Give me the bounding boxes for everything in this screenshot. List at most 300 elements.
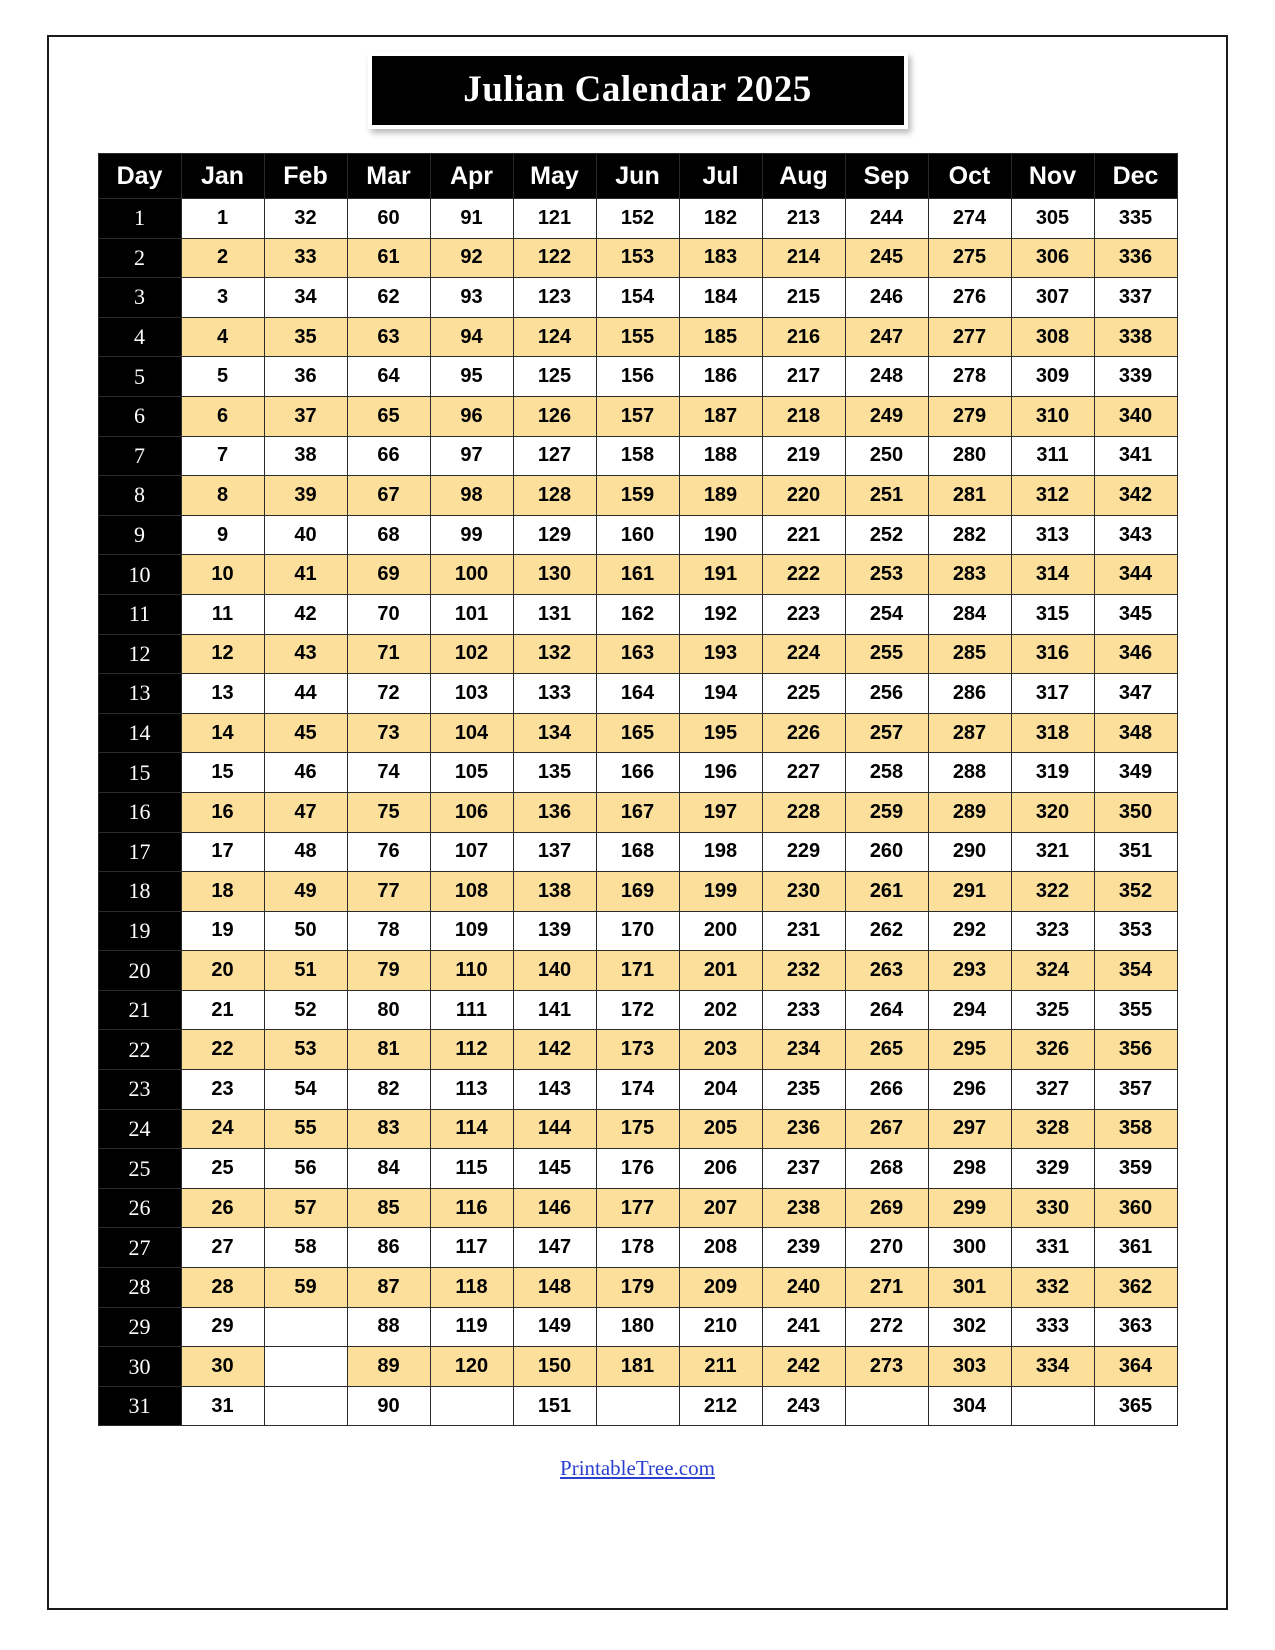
julian-day-cell: 27	[181, 1228, 264, 1268]
julian-day-cell: 19	[181, 911, 264, 951]
julian-day-cell: 79	[347, 951, 430, 991]
julian-day-cell: 292	[928, 911, 1011, 951]
julian-day-cell: 108	[430, 872, 513, 912]
julian-day-cell: 297	[928, 1109, 1011, 1149]
julian-day-cell: 310	[1011, 396, 1094, 436]
julian-day-cell: 211	[679, 1347, 762, 1387]
julian-day-cell: 59	[264, 1268, 347, 1308]
julian-day-cell: 192	[679, 594, 762, 634]
julian-day-cell: 201	[679, 951, 762, 991]
day-number-cell: 31	[98, 1386, 181, 1426]
julian-day-cell: 96	[430, 396, 513, 436]
julian-day-cell: 303	[928, 1347, 1011, 1387]
day-number-cell: 20	[98, 951, 181, 991]
julian-day-cell: 202	[679, 990, 762, 1030]
julian-day-cell: 140	[513, 951, 596, 991]
julian-day-cell: 334	[1011, 1347, 1094, 1387]
julian-day-cell: 23	[181, 1070, 264, 1110]
julian-day-cell: 228	[762, 792, 845, 832]
julian-day-cell: 225	[762, 674, 845, 714]
julian-day-cell: 31	[181, 1386, 264, 1426]
julian-day-cell	[845, 1386, 928, 1426]
day-number-cell: 22	[98, 1030, 181, 1070]
julian-day-cell: 129	[513, 515, 596, 555]
table-row	[98, 1070, 1177, 1110]
julian-day-cell: 287	[928, 713, 1011, 753]
julian-day-cell: 196	[679, 753, 762, 793]
julian-day-cell: 54	[264, 1070, 347, 1110]
julian-day-cell: 2	[181, 238, 264, 278]
julian-day-cell: 308	[1011, 317, 1094, 357]
column-header-month: Apr	[430, 154, 513, 199]
julian-day-cell: 353	[1094, 911, 1177, 951]
julian-day-cell: 70	[347, 594, 430, 634]
julian-day-cell: 176	[596, 1149, 679, 1189]
julian-day-cell: 48	[264, 832, 347, 872]
julian-day-cell: 209	[679, 1268, 762, 1308]
julian-day-cell: 65	[347, 396, 430, 436]
day-number-cell: 25	[98, 1149, 181, 1189]
julian-day-cell: 61	[347, 238, 430, 278]
julian-day-cell: 296	[928, 1070, 1011, 1110]
julian-day-cell: 214	[762, 238, 845, 278]
julian-day-cell: 222	[762, 555, 845, 595]
julian-day-cell: 22	[181, 1030, 264, 1070]
julian-day-cell: 215	[762, 278, 845, 318]
julian-day-cell: 77	[347, 872, 430, 912]
julian-day-cell: 306	[1011, 238, 1094, 278]
julian-day-cell: 189	[679, 476, 762, 516]
table-row	[98, 396, 1177, 436]
julian-day-cell: 55	[264, 1109, 347, 1149]
julian-day-cell: 35	[264, 317, 347, 357]
julian-day-cell: 117	[430, 1228, 513, 1268]
julian-day-cell: 74	[347, 753, 430, 793]
table-row	[98, 792, 1177, 832]
julian-day-cell: 154	[596, 278, 679, 318]
table-row	[98, 1188, 1177, 1228]
julian-day-cell: 236	[762, 1109, 845, 1149]
julian-day-cell: 311	[1011, 436, 1094, 476]
julian-day-cell: 78	[347, 911, 430, 951]
julian-day-cell: 37	[264, 396, 347, 436]
julian-day-cell: 335	[1094, 199, 1177, 239]
julian-day-cell: 253	[845, 555, 928, 595]
day-number-cell: 30	[98, 1347, 181, 1387]
julian-day-cell: 182	[679, 199, 762, 239]
julian-day-cell: 36	[264, 357, 347, 397]
table-row	[98, 872, 1177, 912]
julian-day-cell: 276	[928, 278, 1011, 318]
julian-day-cell: 323	[1011, 911, 1094, 951]
julian-day-cell: 172	[596, 990, 679, 1030]
julian-day-cell: 191	[679, 555, 762, 595]
julian-day-cell: 210	[679, 1307, 762, 1347]
column-header-month: Nov	[1011, 154, 1094, 199]
julian-day-cell: 178	[596, 1228, 679, 1268]
julian-day-cell: 195	[679, 713, 762, 753]
julian-day-cell: 14	[181, 713, 264, 753]
julian-day-cell: 151	[513, 1386, 596, 1426]
julian-day-cell: 282	[928, 515, 1011, 555]
julian-day-cell: 244	[845, 199, 928, 239]
table-row	[98, 634, 1177, 674]
julian-day-cell: 261	[845, 872, 928, 912]
julian-day-cell: 49	[264, 872, 347, 912]
julian-day-cell: 217	[762, 357, 845, 397]
julian-day-cell: 12	[181, 634, 264, 674]
julian-day-cell: 120	[430, 1347, 513, 1387]
julian-day-cell: 132	[513, 634, 596, 674]
julian-day-cell: 257	[845, 713, 928, 753]
julian-day-cell: 102	[430, 634, 513, 674]
julian-day-cell: 356	[1094, 1030, 1177, 1070]
julian-day-cell: 111	[430, 990, 513, 1030]
julian-day-cell: 148	[513, 1268, 596, 1308]
julian-day-cell: 185	[679, 317, 762, 357]
julian-day-cell: 98	[430, 476, 513, 516]
table-row	[98, 238, 1177, 278]
julian-day-cell: 113	[430, 1070, 513, 1110]
julian-day-cell: 60	[347, 199, 430, 239]
julian-day-cell: 342	[1094, 476, 1177, 516]
day-number-cell: 29	[98, 1307, 181, 1347]
julian-day-cell: 20	[181, 951, 264, 991]
julian-day-cell: 251	[845, 476, 928, 516]
julian-day-cell: 365	[1094, 1386, 1177, 1426]
julian-day-cell	[264, 1386, 347, 1426]
julian-day-cell: 44	[264, 674, 347, 714]
julian-day-cell: 80	[347, 990, 430, 1030]
julian-day-cell: 302	[928, 1307, 1011, 1347]
julian-day-cell: 229	[762, 832, 845, 872]
julian-day-cell: 240	[762, 1268, 845, 1308]
julian-day-cell: 248	[845, 357, 928, 397]
julian-day-cell: 184	[679, 278, 762, 318]
julian-day-cell: 173	[596, 1030, 679, 1070]
julian-day-cell: 17	[181, 832, 264, 872]
julian-day-cell: 256	[845, 674, 928, 714]
julian-day-cell: 230	[762, 872, 845, 912]
julian-day-cell: 321	[1011, 832, 1094, 872]
column-header-day: Day	[98, 154, 181, 199]
column-header-month: Jul	[679, 154, 762, 199]
julian-day-cell: 204	[679, 1070, 762, 1110]
julian-day-cell: 142	[513, 1030, 596, 1070]
column-header-month: May	[513, 154, 596, 199]
day-number-cell: 14	[98, 713, 181, 753]
julian-day-cell: 174	[596, 1070, 679, 1110]
table-row	[98, 1386, 1177, 1426]
table-header-row	[98, 154, 1177, 199]
julian-day-cell: 279	[928, 396, 1011, 436]
julian-day-cell: 121	[513, 199, 596, 239]
julian-day-cell: 168	[596, 832, 679, 872]
julian-day-cell: 226	[762, 713, 845, 753]
julian-day-cell: 300	[928, 1228, 1011, 1268]
julian-day-cell: 333	[1011, 1307, 1094, 1347]
julian-day-cell: 18	[181, 872, 264, 912]
julian-day-cell: 141	[513, 990, 596, 1030]
julian-day-cell: 348	[1094, 713, 1177, 753]
julian-day-cell: 66	[347, 436, 430, 476]
day-number-cell: 12	[98, 634, 181, 674]
julian-day-cell: 128	[513, 476, 596, 516]
julian-day-cell: 318	[1011, 713, 1094, 753]
day-number-cell: 23	[98, 1070, 181, 1110]
julian-day-cell: 336	[1094, 238, 1177, 278]
julian-day-cell: 263	[845, 951, 928, 991]
day-number-cell: 3	[98, 278, 181, 318]
day-number-cell: 4	[98, 317, 181, 357]
table-row	[98, 674, 1177, 714]
table-row	[98, 199, 1177, 239]
julian-day-cell: 3	[181, 278, 264, 318]
julian-day-cell: 15	[181, 753, 264, 793]
julian-day-cell: 58	[264, 1228, 347, 1268]
julian-day-cell: 301	[928, 1268, 1011, 1308]
julian-day-cell: 337	[1094, 278, 1177, 318]
julian-day-cell: 275	[928, 238, 1011, 278]
julian-day-cell	[264, 1347, 347, 1387]
julian-day-cell: 343	[1094, 515, 1177, 555]
julian-day-cell: 247	[845, 317, 928, 357]
julian-day-cell: 115	[430, 1149, 513, 1189]
julian-day-cell: 30	[181, 1347, 264, 1387]
julian-day-cell: 249	[845, 396, 928, 436]
julian-day-cell: 64	[347, 357, 430, 397]
julian-day-cell: 358	[1094, 1109, 1177, 1149]
julian-day-cell: 109	[430, 911, 513, 951]
julian-day-cell: 250	[845, 436, 928, 476]
julian-day-cell: 281	[928, 476, 1011, 516]
julian-day-cell: 220	[762, 476, 845, 516]
julian-day-cell: 43	[264, 634, 347, 674]
julian-day-cell: 73	[347, 713, 430, 753]
table-row	[98, 990, 1177, 1030]
julian-day-cell: 299	[928, 1188, 1011, 1228]
julian-day-cell: 319	[1011, 753, 1094, 793]
julian-day-cell: 349	[1094, 753, 1177, 793]
julian-day-cell: 8	[181, 476, 264, 516]
day-number-cell: 11	[98, 594, 181, 634]
julian-day-cell: 56	[264, 1149, 347, 1189]
julian-day-cell	[430, 1386, 513, 1426]
julian-day-cell: 330	[1011, 1188, 1094, 1228]
julian-day-cell: 328	[1011, 1109, 1094, 1149]
julian-day-cell: 231	[762, 911, 845, 951]
julian-day-cell: 131	[513, 594, 596, 634]
julian-day-cell: 344	[1094, 555, 1177, 595]
table-row	[98, 911, 1177, 951]
julian-day-cell: 324	[1011, 951, 1094, 991]
julian-day-cell: 153	[596, 238, 679, 278]
table-row	[98, 357, 1177, 397]
julian-day-cell: 272	[845, 1307, 928, 1347]
julian-day-cell: 200	[679, 911, 762, 951]
julian-day-cell: 146	[513, 1188, 596, 1228]
julian-day-cell: 190	[679, 515, 762, 555]
julian-day-cell: 123	[513, 278, 596, 318]
julian-day-cell: 254	[845, 594, 928, 634]
julian-day-cell: 45	[264, 713, 347, 753]
julian-day-cell: 203	[679, 1030, 762, 1070]
julian-day-cell: 246	[845, 278, 928, 318]
table-row	[98, 555, 1177, 595]
julian-day-cell: 224	[762, 634, 845, 674]
julian-day-cell: 280	[928, 436, 1011, 476]
julian-day-cell	[596, 1386, 679, 1426]
day-number-cell: 18	[98, 872, 181, 912]
julian-day-cell: 206	[679, 1149, 762, 1189]
julian-day-cell: 82	[347, 1070, 430, 1110]
julian-day-cell: 150	[513, 1347, 596, 1387]
julian-day-cell: 277	[928, 317, 1011, 357]
julian-day-cell: 289	[928, 792, 1011, 832]
julian-day-cell: 114	[430, 1109, 513, 1149]
julian-day-cell: 47	[264, 792, 347, 832]
julian-day-cell: 259	[845, 792, 928, 832]
julian-day-cell: 169	[596, 872, 679, 912]
julian-day-cell: 97	[430, 436, 513, 476]
julian-day-cell: 361	[1094, 1228, 1177, 1268]
julian-day-cell: 233	[762, 990, 845, 1030]
julian-day-cell: 264	[845, 990, 928, 1030]
julian-day-cell: 7	[181, 436, 264, 476]
column-header-month: Jan	[181, 154, 264, 199]
julian-day-cell: 199	[679, 872, 762, 912]
julian-day-cell: 69	[347, 555, 430, 595]
julian-day-cell: 364	[1094, 1347, 1177, 1387]
day-number-cell: 5	[98, 357, 181, 397]
julian-day-cell: 105	[430, 753, 513, 793]
julian-day-cell: 46	[264, 753, 347, 793]
julian-day-cell: 360	[1094, 1188, 1177, 1228]
julian-day-cell: 83	[347, 1109, 430, 1149]
table-row	[98, 1030, 1177, 1070]
julian-day-cell: 134	[513, 713, 596, 753]
julian-day-cell: 326	[1011, 1030, 1094, 1070]
table-row	[98, 1268, 1177, 1308]
julian-day-cell: 34	[264, 278, 347, 318]
day-number-cell: 24	[98, 1109, 181, 1149]
julian-day-cell: 26	[181, 1188, 264, 1228]
julian-day-cell: 309	[1011, 357, 1094, 397]
calendar-page	[47, 35, 1228, 1610]
julian-day-cell: 266	[845, 1070, 928, 1110]
julian-day-cell: 177	[596, 1188, 679, 1228]
julian-day-cell: 262	[845, 911, 928, 951]
julian-day-cell: 159	[596, 476, 679, 516]
day-number-cell: 7	[98, 436, 181, 476]
julian-day-cell: 338	[1094, 317, 1177, 357]
julian-day-cell: 242	[762, 1347, 845, 1387]
julian-day-cell: 315	[1011, 594, 1094, 634]
table-row	[98, 1347, 1177, 1387]
julian-day-cell: 127	[513, 436, 596, 476]
julian-day-cell: 112	[430, 1030, 513, 1070]
julian-day-cell: 216	[762, 317, 845, 357]
julian-day-cell: 307	[1011, 278, 1094, 318]
julian-day-cell: 198	[679, 832, 762, 872]
julian-day-cell	[264, 1307, 347, 1347]
julian-day-cell: 265	[845, 1030, 928, 1070]
julian-day-cell: 181	[596, 1347, 679, 1387]
julian-day-cell: 38	[264, 436, 347, 476]
julian-day-cell: 63	[347, 317, 430, 357]
julian-day-cell: 313	[1011, 515, 1094, 555]
printabletree-link[interactable]: PrintableTree.com	[560, 1456, 715, 1481]
table-row	[98, 594, 1177, 634]
julian-day-cell: 167	[596, 792, 679, 832]
julian-day-cell: 166	[596, 753, 679, 793]
julian-day-cell: 340	[1094, 396, 1177, 436]
day-number-cell: 15	[98, 753, 181, 793]
julian-day-cell: 183	[679, 238, 762, 278]
julian-day-cell: 255	[845, 634, 928, 674]
day-number-cell: 17	[98, 832, 181, 872]
julian-day-cell: 354	[1094, 951, 1177, 991]
julian-day-cell: 32	[264, 199, 347, 239]
julian-day-cell: 205	[679, 1109, 762, 1149]
julian-day-cell: 286	[928, 674, 1011, 714]
column-header-month: Mar	[347, 154, 430, 199]
julian-day-cell: 103	[430, 674, 513, 714]
julian-day-cell: 145	[513, 1149, 596, 1189]
julian-day-cell: 341	[1094, 436, 1177, 476]
julian-day-cell: 293	[928, 951, 1011, 991]
julian-day-cell: 16	[181, 792, 264, 832]
julian-day-cell: 130	[513, 555, 596, 595]
julian-day-cell: 21	[181, 990, 264, 1030]
julian-day-cell: 76	[347, 832, 430, 872]
julian-day-cell: 116	[430, 1188, 513, 1228]
julian-day-cell: 351	[1094, 832, 1177, 872]
julian-day-cell: 218	[762, 396, 845, 436]
julian-calendar-table	[98, 153, 1178, 1426]
julian-day-cell: 133	[513, 674, 596, 714]
column-header-month: Dec	[1094, 154, 1177, 199]
julian-day-cell: 119	[430, 1307, 513, 1347]
julian-day-cell: 212	[679, 1386, 762, 1426]
julian-day-cell: 1	[181, 199, 264, 239]
julian-day-cell: 81	[347, 1030, 430, 1070]
julian-day-cell: 274	[928, 199, 1011, 239]
julian-day-cell: 156	[596, 357, 679, 397]
julian-day-cell: 100	[430, 555, 513, 595]
day-number-cell: 27	[98, 1228, 181, 1268]
table-row	[98, 832, 1177, 872]
julian-day-cell: 312	[1011, 476, 1094, 516]
julian-day-cell: 316	[1011, 634, 1094, 674]
julian-day-cell: 235	[762, 1070, 845, 1110]
julian-day-cell: 194	[679, 674, 762, 714]
julian-day-cell: 164	[596, 674, 679, 714]
julian-day-cell: 75	[347, 792, 430, 832]
julian-day-cell: 158	[596, 436, 679, 476]
julian-day-cell: 304	[928, 1386, 1011, 1426]
julian-day-cell: 53	[264, 1030, 347, 1070]
table-row	[98, 436, 1177, 476]
julian-day-cell: 320	[1011, 792, 1094, 832]
column-header-month: Feb	[264, 154, 347, 199]
julian-day-cell: 95	[430, 357, 513, 397]
julian-day-cell: 155	[596, 317, 679, 357]
table-row	[98, 476, 1177, 516]
julian-day-cell: 93	[430, 278, 513, 318]
julian-day-cell: 160	[596, 515, 679, 555]
day-number-cell: 13	[98, 674, 181, 714]
